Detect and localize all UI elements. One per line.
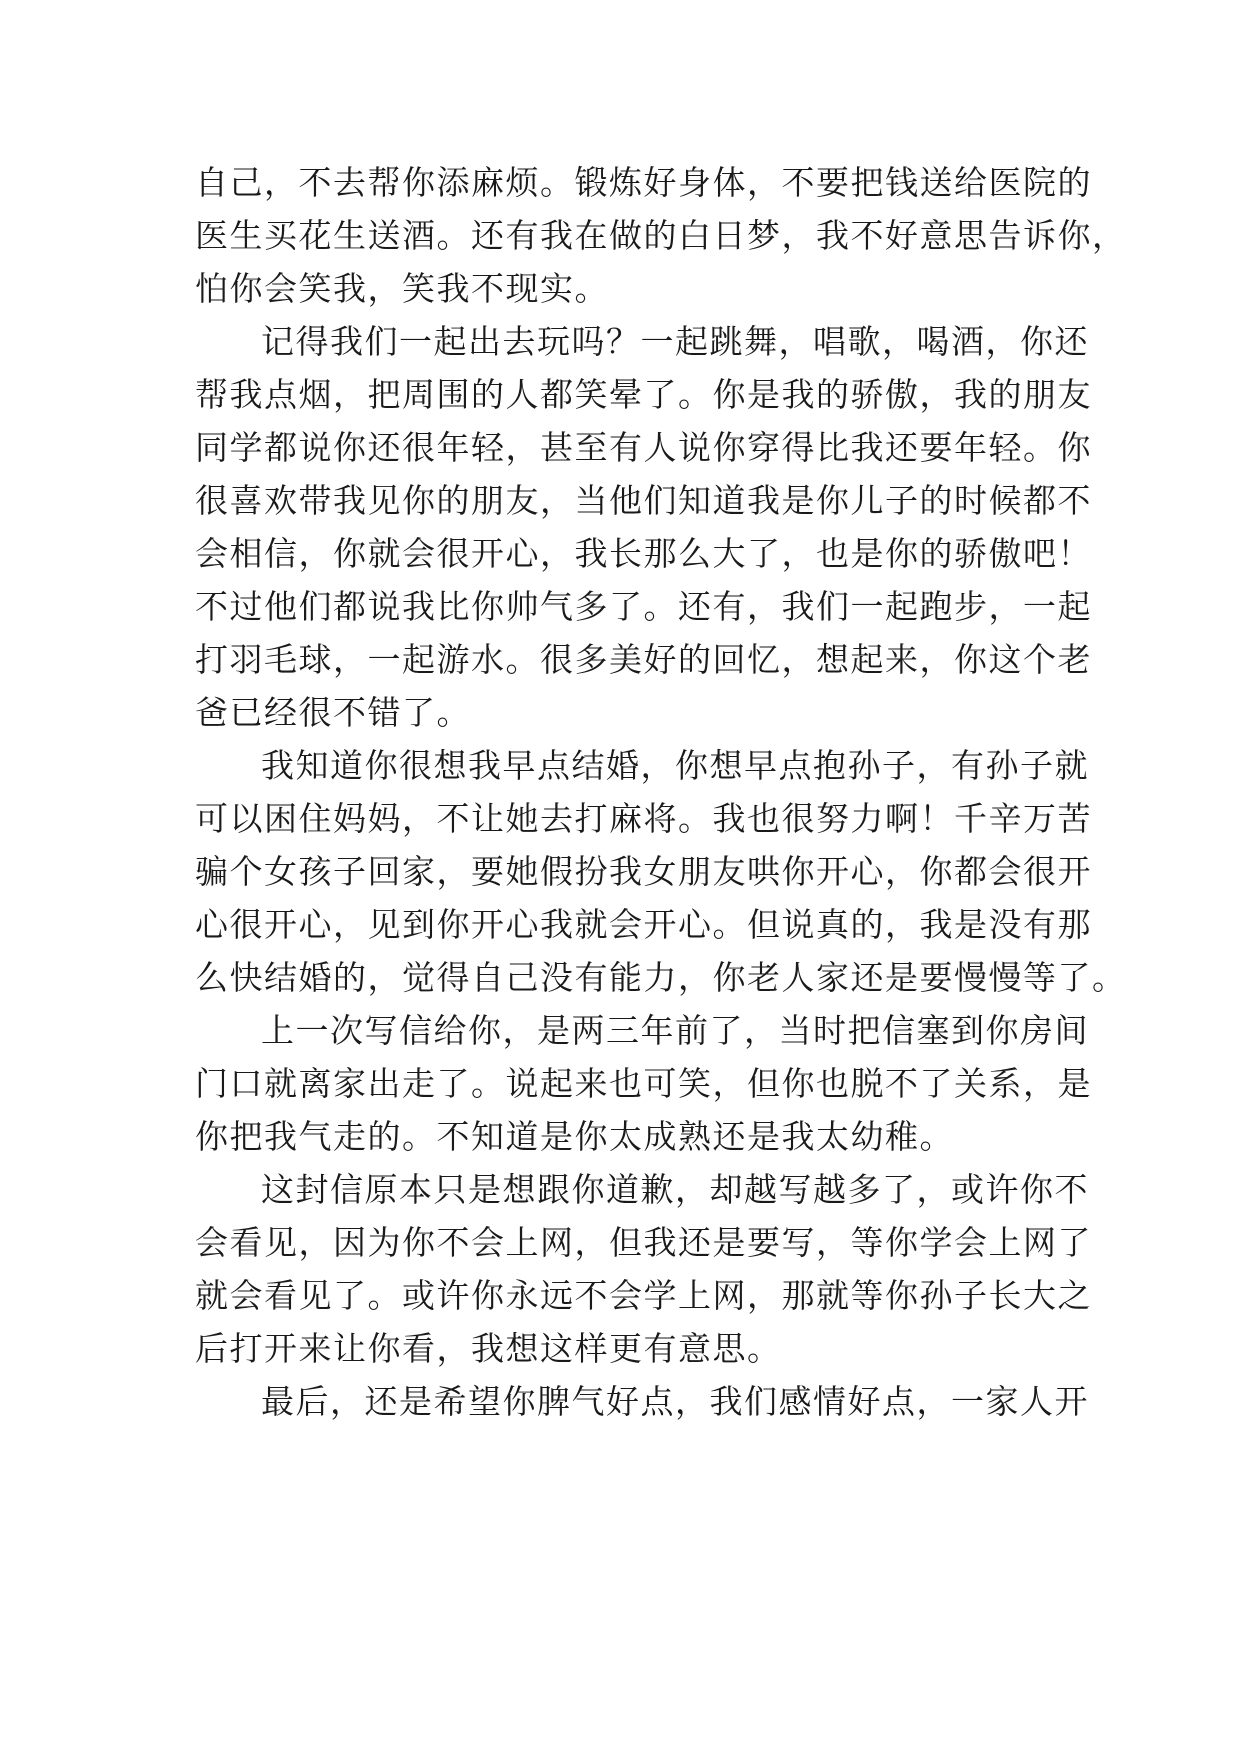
- text-line: 可以困住妈妈，不让她去打麻将。我也很努力啊！千辛万苦: [195, 799, 1092, 838]
- text-line: 上一次写信给你，是两三年前了，当时把信塞到你房间: [261, 1011, 1089, 1050]
- text-line: 后打开来让你看，我想这样更有意思。: [195, 1329, 782, 1368]
- paragraph: [195, 739, 1127, 1004]
- paragraph: [195, 315, 1092, 739]
- text-line: 很喜欢带我见你的朋友，当他们知道我是你儿子的时候都不: [195, 481, 1092, 520]
- text-line: 自己，不去帮你添麻烦。锻炼好身体，不要把钱送给医院的: [195, 163, 1092, 202]
- paragraph: [195, 1375, 1089, 1428]
- paragraph: [195, 156, 1127, 315]
- text-line: 会相信，你就会很开心，我长那么大了，也是你的骄傲吧！: [195, 534, 1092, 573]
- text-line: 么快结婚的，觉得自己没有能力，你老人家还是要慢慢等了。: [195, 958, 1127, 997]
- paragraph: [195, 1004, 1092, 1163]
- text-line: 医生买花生送酒。还有我在做的白日梦，我不好意思告诉你，: [195, 216, 1127, 255]
- text-line: 帮我点烟，把周围的人都笑晕了。你是我的骄傲，我的朋友: [195, 375, 1092, 414]
- paragraph: [195, 1163, 1092, 1375]
- text-line: 心很开心，见到你开心我就会开心。但说真的，我是没有那: [195, 905, 1092, 944]
- text-line: 最后，还是希望你脾气好点，我们感情好点，一家人开: [261, 1382, 1089, 1421]
- text-line: 会看见，因为你不会上网，但我还是要写，等你学会上网了: [195, 1223, 1092, 1262]
- text-line: 同学都说你还很年轻，甚至有人说你穿得比我还要年轻。你: [195, 428, 1092, 467]
- text-line: 不过他们都说我比你帅气多了。还有，我们一起跑步，一起: [195, 587, 1092, 626]
- text-line: 你把我气走的。不知道是你太成熟还是我太幼稚。: [195, 1117, 954, 1156]
- text-line: 就会看见了。或许你永远不会学上网，那就等你孙子长大之: [195, 1276, 1092, 1315]
- letter-body-text: [195, 156, 1127, 1428]
- text-line: 爸已经很不错了。: [195, 693, 471, 732]
- text-line: 我知道你很想我早点结婚，你想早点抱孙子，有孙子就: [261, 746, 1089, 785]
- text-line: 这封信原本只是想跟你道歉，却越写越多了，或许你不: [261, 1170, 1089, 1209]
- text-line: 怕你会笑我，笑我不现实。: [195, 269, 609, 308]
- text-line: 门口就离家出走了。说起来也可笑，但你也脱不了关系，是: [195, 1064, 1092, 1103]
- text-line: 打羽毛球，一起游水。很多美好的回忆，想起来，你这个老: [195, 640, 1092, 679]
- text-line: 骗个女孩子回家，要她假扮我女朋友哄你开心，你都会很开: [195, 852, 1092, 891]
- text-line: 记得我们一起出去玩吗？一起跳舞，唱歌，喝酒，你还: [261, 322, 1089, 361]
